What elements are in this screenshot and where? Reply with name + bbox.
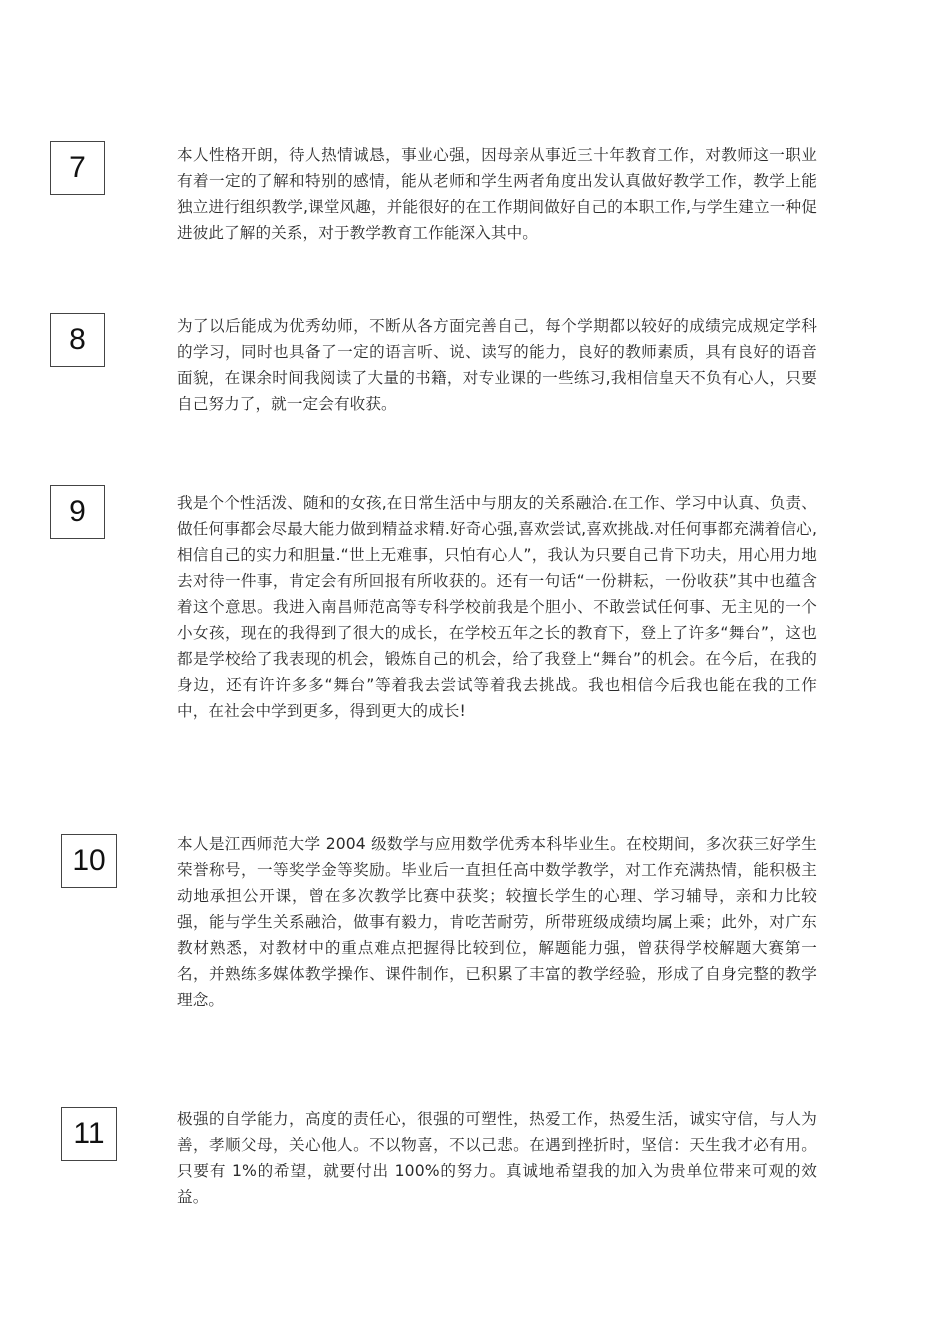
entry-text: 我是个个性活泼、随和的女孩,在日常生活中与朋友的关系融洽.在工作、学习中认真、负责、做任何事都会尽最大能力做到精益求精.好奇心强,喜欢尝试,喜欢挑战.对任何事都充满着信心,相信自己的实力和胆量.“世上无难事，只怕有心人”，我认为只要自己肯下功夫，用心用力地去对待一件事，肯定会有所回报有所收获的。还有一句话“一份耕耘，一份收获”其中也蕴含着这个意思。我进入南昌师范高等专科学校前我是个胆小、不敢尝试任何事、无主见的一个小女孩，现在的我得到了很大的成长，在学校五年之长的教育下，登上了许多“舞台”，这也都是学校给了我表现的机会，锻炼自己的机会，给了我登上“舞台”的机会。在今后，在我的身边，还有许许多多“舞台”等着我去尝试等着我去挑战。我也相信今后我也能在我的工作中，在社会中学到更多，得到更大的成长!: [177, 494, 817, 720]
entry-text: 本人是江西师范大学 2004 级数学与应用数学优秀本科毕业生。在校期间，多次获三好学生荣誉称号，一等奖学金等奖励。毕业后一直担任高中数学教学，对工作充满热情，能积极主动地承担公开课，曾在多次教学比赛中获奖；较擅长学生的心理、学习辅导，亲和力比较强，能与学生关系融洽，做事有毅力，肯吃苦耐劳，所带班级成绩均属上乘；此外，对广东教材熟悉，对教材中的重点难点把握得比较到位，解题能力强，曾获得学校解题大赛第一名，并熟练多媒体教学操作、课件制作，已积累了丰富的教学经验，形成了自身完整的教学理念。: [177, 835, 817, 1009]
entry-text: 为了以后能成为优秀幼师，不断从各方面完善自己，每个学期都以较好的成绩完成规定学科的学习，同时也具备了一定的语言听、说、读写的能力，良好的教师素质，具有良好的语音面貌，在课余时间我阅读了大量的书籍，对专业课的一些练习,我相信皇天不负有心人，只要自己努力了，就一定会有收获。: [177, 317, 817, 413]
entry-number-box: 11: [61, 1107, 117, 1161]
entry-text: 极强的自学能力，高度的责任心，很强的可塑性，热爱工作，热爱生活，诚实守信，与人为善，孝顺父母，关心他人。不以物喜，不以己悲。在遇到挫折时，坚信：天生我才必有用。只要有 1%的希望，就要付出 100%的努力。真诚地希望我的加入为贵单位带来可观的效益。: [177, 1110, 817, 1206]
entry-number-box: 8: [50, 313, 105, 367]
entry-text: 本人性格开朗，待人热情诚恳，事业心强，因母亲从事近三十年教育工作，对教师这一职业有着一定的了解和特别的感情，能从老师和学生两者角度出发认真做好教学工作，教学上能独立进行组织教学,课堂风趣，并能很好的在工作期间做好自己的本职工作,与学生建立一种促进彼此了解的关系，对于教学教育工作能深入其中。: [177, 146, 817, 242]
entry-number-box: 7: [50, 141, 105, 195]
entry-number-box: 10: [61, 834, 117, 888]
entry-number-box: 9: [50, 485, 105, 539]
